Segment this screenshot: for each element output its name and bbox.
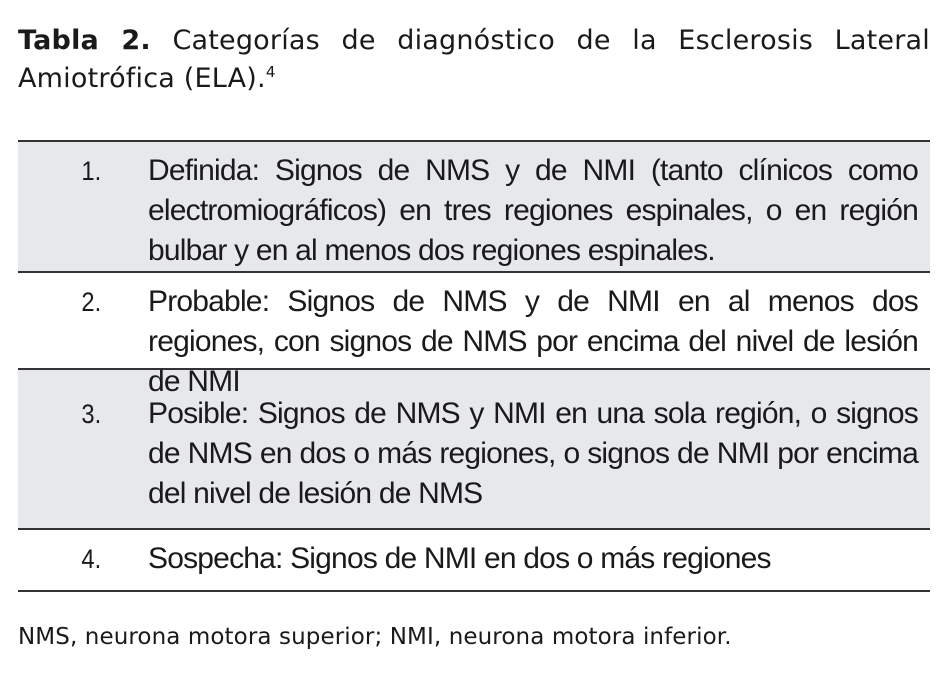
row-number: 1. bbox=[81, 156, 102, 186]
table-row bbox=[18, 370, 930, 530]
row-text: Sospecha: Signos de NMI en dos o más regiones bbox=[148, 542, 771, 575]
row-text: Probable: Signos de NMS y de NMI en al menos dos regiones, con signos de NMS por encima del nivel de lesión de NMI bbox=[148, 285, 918, 398]
row-number: 3. bbox=[81, 399, 102, 429]
diagnosis-categories-table bbox=[18, 140, 930, 592]
row-number: 2. bbox=[81, 287, 102, 317]
table-footnote: NMS, neurona motora superior; NMI, neurona motora inferior. bbox=[18, 624, 732, 650]
table-row bbox=[18, 530, 930, 592]
table-row bbox=[18, 273, 930, 398]
table-label: Tabla 2. bbox=[18, 25, 151, 56]
row-text: Definida: Signos de NMS y de NMI (tanto clínicos como electromiográficos) en tres regiones espinales, o en región bulbar y en al menos dos regiones espinales. bbox=[148, 154, 918, 267]
row-text: Posible: Signos de NMS y NMI en una sola región, o signos de NMS en dos o más regiones, o signos de NMI por encima del nivel de lesión de NMS bbox=[148, 397, 918, 510]
table-caption bbox=[18, 22, 930, 98]
reference-superscript: 4 bbox=[265, 63, 276, 81]
table-title: Categorías de diagnóstico de la Esclerosis Lateral Amiotrófica (ELA). bbox=[18, 25, 930, 94]
row-number: 4. bbox=[81, 544, 102, 574]
table-row bbox=[18, 142, 930, 273]
